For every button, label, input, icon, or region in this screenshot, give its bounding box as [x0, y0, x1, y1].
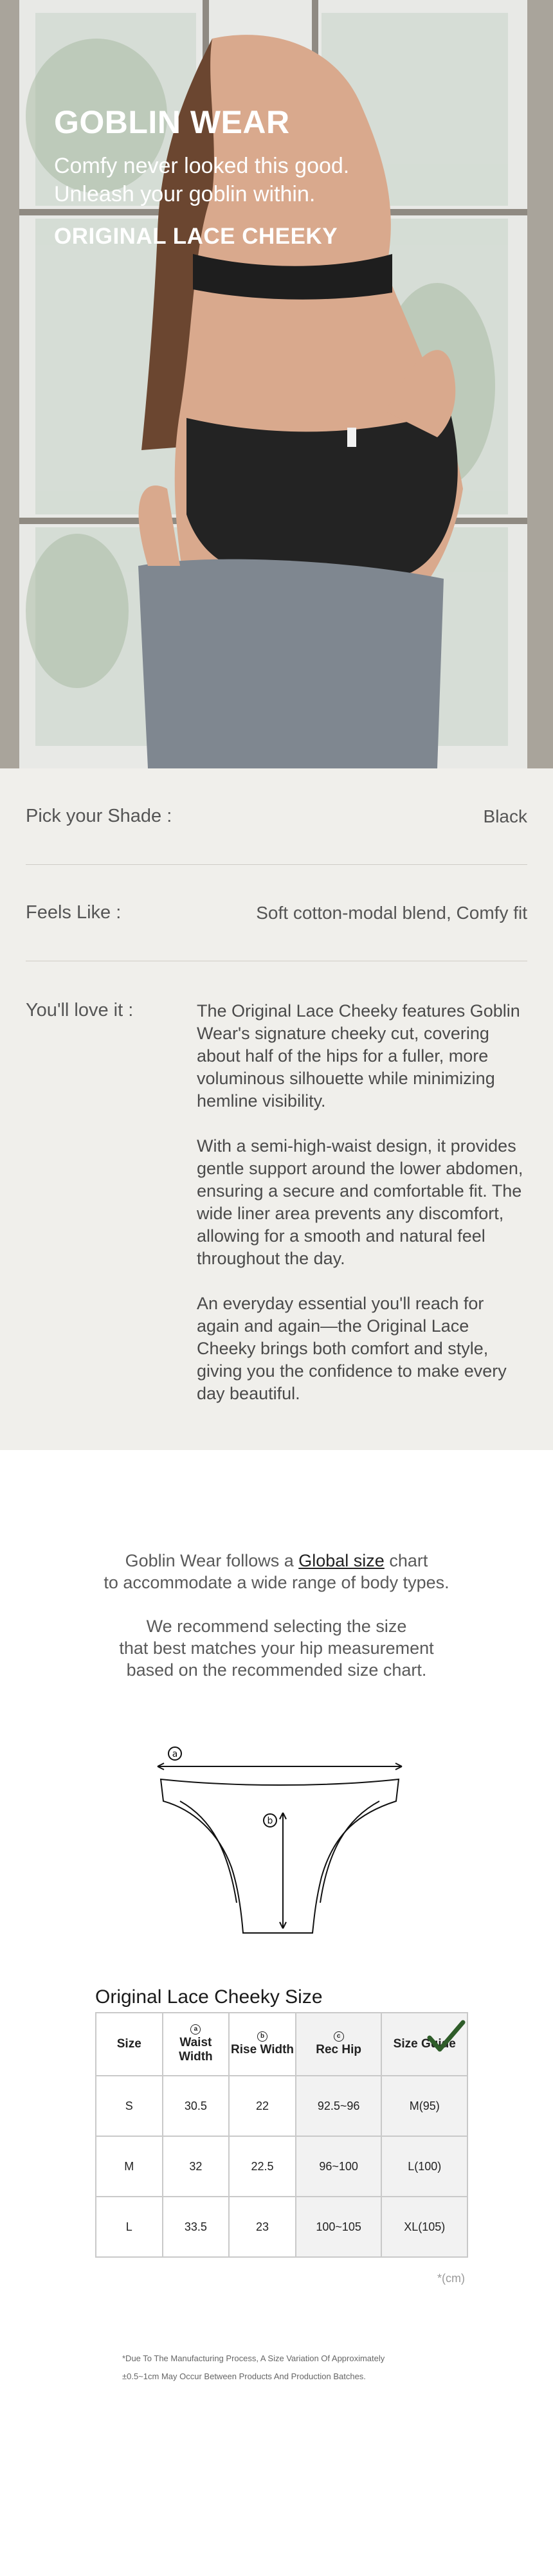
table-row	[96, 2076, 467, 2136]
cell: 32	[163, 2136, 230, 2197]
check-icon	[427, 2020, 466, 2053]
header-rec-hip: c Rec Hip	[296, 2013, 382, 2076]
hero-banner	[0, 0, 553, 768]
table-header-row	[96, 2013, 467, 2076]
header-rise: b Rise Width	[229, 2013, 296, 2076]
table-row	[96, 2136, 467, 2197]
bottom-spacer	[0, 2386, 553, 2482]
cell: M	[96, 2136, 163, 2197]
size-intro-line-5: based on the recommended size chart.	[126, 1660, 427, 1680]
love-label: You'll love it :	[26, 1000, 134, 1020]
note-line-2: ±0.5~1cm May Occur Between Products And Production Batches.	[122, 2372, 366, 2381]
icon-b: b	[257, 2031, 267, 2042]
cell: XL(105)	[381, 2197, 467, 2257]
cell: 22	[229, 2076, 296, 2136]
brand-title: GOBLIN WEAR	[54, 104, 290, 140]
size-table-title: Original Lace Cheeky Size	[95, 1986, 323, 2008]
love-description	[197, 1000, 527, 1405]
size-intro	[0, 1450, 553, 1681]
love-row	[26, 961, 527, 1450]
icon-c: c	[334, 2031, 344, 2042]
table-row	[96, 2197, 467, 2257]
measurement-diagram	[141, 1742, 412, 1935]
icon-a: a	[190, 2024, 201, 2035]
size-intro-line-3: We recommend selecting the size	[146, 1617, 407, 1636]
cell: M(95)	[381, 2076, 467, 2136]
product-info	[0, 768, 553, 1450]
cell: L(100)	[381, 2136, 467, 2197]
feels-label: Feels Like :	[26, 902, 122, 923]
tagline-line-2: Unleash your goblin within.	[54, 182, 316, 206]
cell: 100~105	[296, 2197, 382, 2257]
header-size-guide: Size Guide	[381, 2013, 467, 2076]
feels-row	[26, 865, 527, 961]
size-intro-line-4: that best matches your hip measurement	[119, 1638, 434, 1658]
global-size-link[interactable]: Global size	[298, 1551, 385, 1570]
cell: 92.5~96	[296, 2076, 382, 2136]
cell: S	[96, 2076, 163, 2136]
cell: L	[96, 2197, 163, 2257]
cell: 22.5	[229, 2136, 296, 2197]
size-intro-line-1	[0, 1550, 553, 1572]
cell: 23	[229, 2197, 296, 2257]
label-a: a	[172, 1749, 178, 1759]
feels-value: Soft cotton-modal blend, Comfy fit	[256, 902, 527, 923]
love-paragraph: The Original Lace Cheeky features Goblin Wear's signature cheeky cut, covering about half of the hips for a fuller, more voluminous silhouette while minimizing hemline visibility.	[197, 1001, 520, 1111]
label-b: b	[267, 1816, 273, 1826]
love-paragraph: With a semi-high-waist design, it provides gentle support around the lower abdomen, ensuring a secure and comfortable fit. The wide liner area prevents any discomfort, allowing for a smooth and natural feel throughout the day.	[197, 1136, 523, 1268]
manufacturing-note	[122, 2350, 495, 2386]
size-table-section	[95, 1986, 468, 2285]
note-line-1: *Due To The Manufacturing Process, A Size Variation Of Approximately	[122, 2354, 385, 2363]
shade-row	[26, 768, 527, 865]
hero-text-block	[54, 103, 349, 249]
cell: 30.5	[163, 2076, 230, 2136]
header-size: Size	[96, 2013, 163, 2076]
product-name: ORIGINAL LACE CHEEKY	[54, 224, 338, 249]
size-intro-text: Goblin Wear follows a	[125, 1551, 299, 1570]
size-intro-text: chart	[384, 1551, 428, 1570]
shade-value: Black	[483, 806, 527, 826]
cell: 96~100	[296, 2136, 382, 2197]
size-intro-line-2: to accommodate a wide range of body types.	[104, 1573, 449, 1592]
unit-label: *(cm)	[437, 2272, 465, 2285]
shade-label: Pick your Shade :	[26, 806, 172, 826]
header-waist: a Waist Width	[163, 2013, 230, 2076]
size-table	[95, 2012, 468, 2258]
cell: 33.5	[163, 2197, 230, 2257]
love-paragraph: An everyday essential you'll reach for again and again—the Original Lace Cheeky brings both comfort and style, giving you the confidence to make every day beautiful.	[197, 1294, 507, 1403]
tagline-line-1: Comfy never looked this good.	[54, 154, 350, 178]
